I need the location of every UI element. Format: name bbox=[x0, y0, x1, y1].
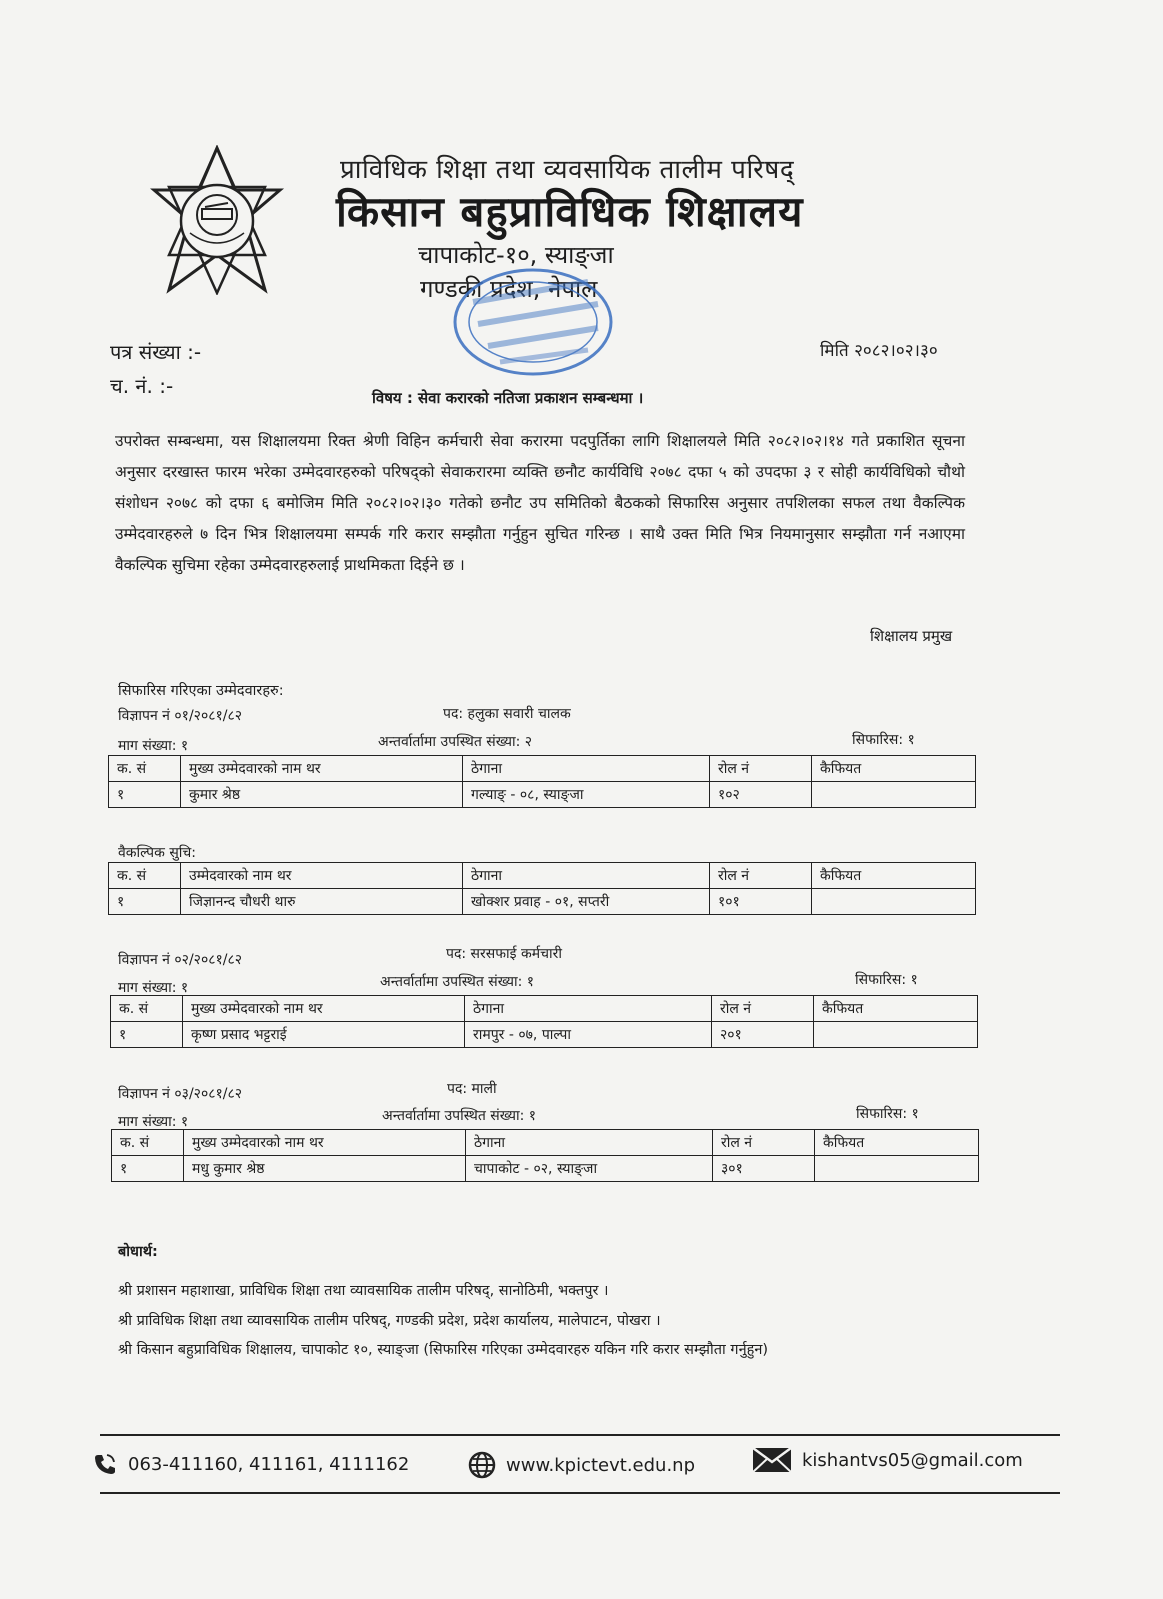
ad-number: विज्ञापन नं ०१/२०८१/८२ bbox=[118, 708, 243, 724]
table-cell: १ bbox=[109, 782, 181, 808]
table-cell: गल्याङ् - ०८, स्याङ्जा bbox=[463, 782, 710, 808]
footer-email bbox=[752, 1447, 1023, 1473]
footer-phone bbox=[92, 1452, 409, 1476]
table-header-cell: मुख्य उम्मेदवारको नाम थर bbox=[183, 996, 465, 1022]
table-cell: कृष्ण प्रसाद भट्टराई bbox=[183, 1022, 465, 1048]
post-name: पद: सरसफाई कर्मचारी bbox=[446, 946, 562, 962]
table-header-cell: रोल नं bbox=[710, 863, 812, 889]
footer-website bbox=[468, 1451, 695, 1479]
present-count: अन्तर्वार्तामा उपस्थित संख्या: १ bbox=[382, 1108, 537, 1124]
alternate-candidate-table bbox=[108, 862, 976, 915]
table-cell bbox=[815, 1156, 979, 1182]
cc-line: श्री प्राविधिक शिक्षा तथा व्यावसायिक तालीम परिषद्, गण्डकी प्रदेश, प्रदेश कार्यालय, मालेपाटन, पोखरा । bbox=[118, 1313, 661, 1329]
table-header-cell: कैफियत bbox=[812, 756, 976, 782]
table-header-cell: ठेगाना bbox=[465, 996, 712, 1022]
table-cell: १०१ bbox=[710, 889, 812, 915]
table-header-row bbox=[109, 863, 976, 889]
cc-line: श्री प्रशासन महाशाखा, प्राविधिक शिक्षा तथा व्यावसायिक तालीम परिषद्, सानोठिमी, भक्तपुर । bbox=[118, 1283, 609, 1299]
table-cell: चापाकोट - ०२, स्याङ्जा bbox=[466, 1156, 713, 1182]
table-header-cell: रोल नं bbox=[710, 756, 812, 782]
table-header-cell: उम्मेदवारको नाम थर bbox=[181, 863, 463, 889]
recommended-count: सिफारिस: १ bbox=[855, 972, 918, 988]
post-name: पद: हलुका सवारी चालक bbox=[443, 706, 571, 722]
table-header-cell: क. सं bbox=[112, 1130, 184, 1156]
footer-top-rule bbox=[100, 1434, 1060, 1436]
table-cell: १०२ bbox=[710, 782, 812, 808]
table-header-cell: ठेगाना bbox=[463, 756, 710, 782]
table-header-row bbox=[112, 1130, 979, 1156]
dispatch-number-label: च. नं. :- bbox=[110, 374, 174, 398]
footer-bottom-rule bbox=[100, 1492, 1060, 1494]
present-count: अन्तर्वार्तामा उपस्थित संख्या: १ bbox=[380, 974, 535, 990]
table-cell: मधु कुमार श्रेष्ठ bbox=[184, 1156, 466, 1182]
table-row bbox=[112, 1156, 979, 1182]
official-stamp-icon bbox=[438, 262, 628, 382]
college-address-line2: गण्डकी प्रदेश, नेपाल bbox=[420, 275, 598, 303]
table-cell bbox=[812, 782, 976, 808]
table-header-cell: कैफियत bbox=[814, 996, 978, 1022]
table-header-cell: ठेगाना bbox=[466, 1130, 713, 1156]
table-header-cell: मुख्य उम्मेदवारको नाम थर bbox=[181, 756, 463, 782]
present-count: अन्तर्वार्तामा उपस्थित संख्या: २ bbox=[378, 734, 533, 750]
footer-email-text[interactable]: kishantvs05@gmail.com bbox=[802, 1449, 1023, 1471]
demand-count: माग संख्या: १ bbox=[118, 738, 189, 754]
candidate-table bbox=[108, 755, 976, 808]
recommended-title: सिफारिस गरिएका उम्मेदवारहरु: bbox=[118, 683, 284, 699]
candidate-table bbox=[111, 1129, 979, 1182]
letter-body: उपरोक्त सम्बन्धमा, यस शिक्षालयमा रिक्त श्रेणी विहिन कर्मचारी सेवा करारमा पदपुर्तिका लागि शिक्षालयले मिति २०८२।०२।१४ गते प्रकाशित सूचना अनुसार दरखास्त फारम भरेका उम्मेदवारहरुको परिषद्को सेवाकरारमा व्यक्ति छनौट कार्यविधि २०७८ दफा ५ को उपदफा ३ र सोही कार्यविधिको चौथो संशोधन २०७८ को दफा ६ बमोजिम मिति २०८२।०२।३० गतेको छनौट उप समितिको बैठकको सिफारिस अनुसार तपशिलका सफल तथा वैकल्पिक उम्मेदवारहरुले ७ दिन भित्र शिक्षालयमा सम्पर्क गरि करार सम्झौता गर्नुहुन सुचित गरिन्छ । साथै उक्त मिति भित्र नियमानुसार सम्झौता गर्न नआएमा वैकल्पिक सुचिमा रहेका उम्मेदवारहरुलाई प्राथमिकता दिईने छ । bbox=[115, 432, 965, 574]
letter-number-label: पत्र संख्या :- bbox=[110, 340, 202, 364]
table-cell: १ bbox=[109, 889, 181, 915]
table-header-cell: रोल नं bbox=[713, 1130, 815, 1156]
college-address-line1: चापाकोट-१०, स्याङ्जा bbox=[418, 241, 614, 269]
table-row bbox=[109, 889, 976, 915]
table-row bbox=[109, 782, 976, 808]
demand-count: माग संख्या: १ bbox=[118, 980, 189, 996]
table-header-cell: मुख्य उम्मेदवारको नाम थर bbox=[184, 1130, 466, 1156]
table-header-cell: कैफियत bbox=[812, 863, 976, 889]
table-cell: १ bbox=[112, 1156, 184, 1182]
table-header-row bbox=[111, 996, 978, 1022]
table-cell: रामपुर - ०७, पाल्पा bbox=[465, 1022, 712, 1048]
table-row bbox=[111, 1022, 978, 1048]
post-name: पद: माली bbox=[447, 1081, 497, 1097]
table-cell: कुमार श्रेष्ठ bbox=[181, 782, 463, 808]
recommended-count: सिफारिस: १ bbox=[856, 1106, 919, 1122]
letter-date: मिति २०८२।०२।३० bbox=[820, 341, 938, 361]
letter-subject: विषय : सेवा करारको नतिजा प्रकाशन सम्बन्धमा । bbox=[372, 389, 644, 407]
candidate-table bbox=[110, 995, 978, 1048]
footer-website-text[interactable]: www.kpictevt.edu.np bbox=[506, 1454, 696, 1476]
table-header-row bbox=[109, 756, 976, 782]
table-cell: खोक्शर प्रवाह - ०१, सप्तरी bbox=[463, 889, 710, 915]
table-header-cell: क. सं bbox=[111, 996, 183, 1022]
globe-icon bbox=[468, 1451, 496, 1479]
table-cell: जिज्ञानन्द चौधरी थारु bbox=[181, 889, 463, 915]
ad-number: विज्ञापन नं ०३/२०८१/८२ bbox=[118, 1086, 243, 1102]
demand-count: माग संख्या: १ bbox=[118, 1114, 189, 1130]
table-header-cell: क. सं bbox=[109, 863, 181, 889]
table-cell bbox=[814, 1022, 978, 1048]
council-name: प्राविधिक शिक्षा तथा व्यवसायिक तालीम परिषद् bbox=[340, 155, 795, 185]
ctevt-logo-icon bbox=[150, 145, 285, 295]
table-header-cell: कैफियत bbox=[815, 1130, 979, 1156]
cc-line: श्री किसान बहुप्राविधिक शिक्षालय, चापाकोट १०, स्याङ्जा (सिफारिस गरिएका उम्मेदवारहरु यकिन गरि करार सम्झौता गर्नुहुन) bbox=[118, 1342, 769, 1358]
footer-phone-text: 063-411160, 411161, 4111162 bbox=[128, 1453, 410, 1475]
alternate-list-title: वैकल्पिक सुचि: bbox=[118, 845, 197, 861]
table-cell: १ bbox=[111, 1022, 183, 1048]
cc-title: बोधार्थ: bbox=[118, 1244, 158, 1260]
table-cell: ३०१ bbox=[713, 1156, 815, 1182]
phone-icon bbox=[92, 1452, 118, 1476]
table-cell: २०१ bbox=[712, 1022, 814, 1048]
ad-number: विज्ञापन नं ०२/२०८१/८२ bbox=[118, 952, 243, 968]
recommended-count: सिफारिस: १ bbox=[852, 732, 915, 748]
envelope-icon bbox=[752, 1447, 792, 1473]
table-header-cell: ठेगाना bbox=[463, 863, 710, 889]
college-name: किसान बहुप्राविधिक शिक्षालय bbox=[336, 187, 804, 236]
signatory-title: शिक्षालय प्रमुख bbox=[870, 627, 953, 645]
table-header-cell: रोल नं bbox=[712, 996, 814, 1022]
table-cell bbox=[812, 889, 976, 915]
table-header-cell: क. सं bbox=[109, 756, 181, 782]
